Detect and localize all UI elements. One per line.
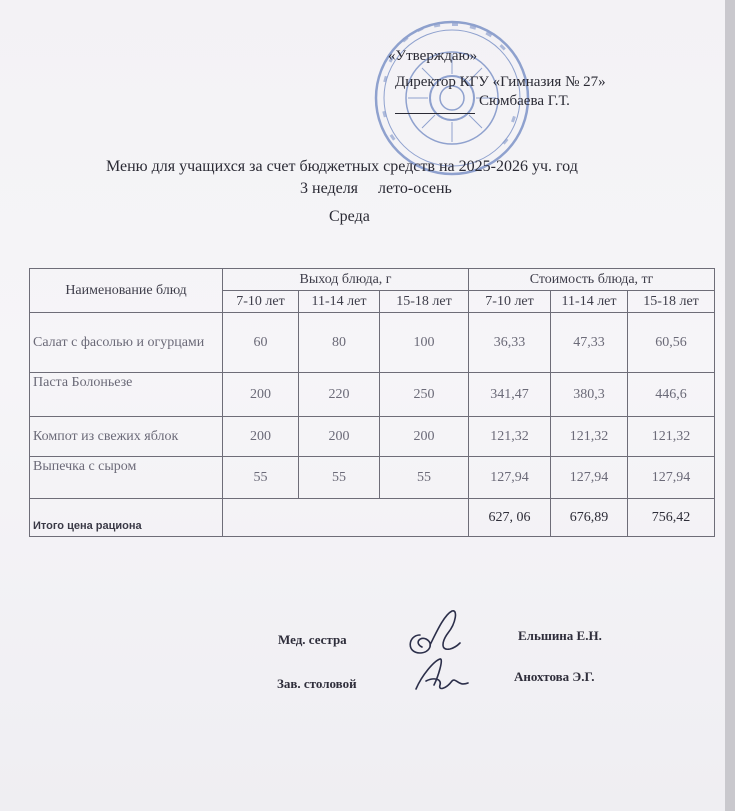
yield-cell: 80 — [299, 313, 380, 373]
dish-name: Паста Болоньезе — [30, 373, 223, 417]
cost-cell: 380,3 — [551, 373, 628, 417]
cost-cell: 36,33 — [469, 313, 551, 373]
cost-cell: 121,32 — [551, 417, 628, 457]
menu-title: Меню для учащихся за счет бюджетных средств на 2025-2026 уч. год — [106, 158, 578, 175]
header-yield: Выход блюда, г — [223, 269, 469, 291]
table-row — [30, 373, 715, 417]
yield-cell: 55 — [223, 457, 299, 499]
total-empty-cell — [223, 499, 469, 537]
cost-cell: 127,94 — [469, 457, 551, 499]
menu-season: лето-осень — [378, 180, 452, 197]
dish-name: Салат с фасолью и огурцами — [30, 313, 223, 373]
nurse-role: Мед. сестра — [278, 632, 347, 647]
yield-cell: 100 — [380, 313, 469, 373]
nurse-signature — [400, 605, 462, 660]
page-edge-shadow — [725, 0, 735, 811]
yield-cell: 200 — [223, 417, 299, 457]
header-cost-age-1: 7-10 лет — [469, 291, 551, 313]
yield-cell: 200 — [299, 417, 380, 457]
cost-cell: 127,94 — [551, 457, 628, 499]
yield-cell: 200 — [380, 417, 469, 457]
cost-cell: 60,56 — [628, 313, 715, 373]
yield-cell: 200 — [223, 373, 299, 417]
yield-cell: 55 — [380, 457, 469, 499]
header-yield-age-2: 11-14 лет — [299, 291, 380, 313]
cost-cell: 121,32 — [469, 417, 551, 457]
total-label: Итого цена рациона — [30, 499, 223, 537]
canteen-signature — [412, 655, 472, 695]
approval-line-1: «Утверждаю» — [388, 48, 478, 64]
header-cost-age-2: 11-14 лет — [551, 291, 628, 313]
total-row — [30, 499, 715, 537]
cost-cell: 446,6 — [628, 373, 715, 417]
table-row — [30, 313, 715, 373]
table-row — [30, 457, 715, 499]
yield-cell: 250 — [380, 373, 469, 417]
yield-cell: 60 — [223, 313, 299, 373]
header-cost: Стоимость блюда, тг — [469, 269, 715, 291]
dish-name: Компот из свежих яблок — [30, 417, 223, 457]
total-cost-cell: 756,42 — [628, 499, 715, 537]
cost-cell: 121,32 — [628, 417, 715, 457]
nurse-name: Ельшина Е.Н. — [518, 628, 602, 643]
header-dish-name: Наименование блюд — [30, 269, 223, 313]
cost-cell: 127,94 — [628, 457, 715, 499]
approval-signature-line — [395, 113, 475, 114]
menu-table — [29, 268, 715, 537]
menu-week: 3 неделя — [300, 180, 359, 197]
menu-day: Среда — [329, 208, 370, 225]
canteen-name: Анохтова Э.Г. — [514, 669, 595, 684]
header-yield-age-3: 15-18 лет — [380, 291, 469, 313]
approval-line-3: Сюмбаева Г.Т. — [479, 93, 570, 109]
total-cost-cell: 676,89 — [551, 499, 628, 537]
header-yield-age-1: 7-10 лет — [223, 291, 299, 313]
header-cost-age-3: 15-18 лет — [628, 291, 715, 313]
cost-cell: 47,33 — [551, 313, 628, 373]
dish-name: Выпечка с сыром — [30, 457, 223, 499]
total-cost-cell: 627, 06 — [469, 499, 551, 537]
table-row — [30, 417, 715, 457]
approval-line-2: Директор КГУ «Гимназия № 27» — [395, 74, 606, 90]
yield-cell: 55 — [299, 457, 380, 499]
canteen-role: Зав. столовой — [277, 676, 357, 691]
cost-cell: 341,47 — [469, 373, 551, 417]
yield-cell: 220 — [299, 373, 380, 417]
table-header-row — [30, 269, 715, 291]
